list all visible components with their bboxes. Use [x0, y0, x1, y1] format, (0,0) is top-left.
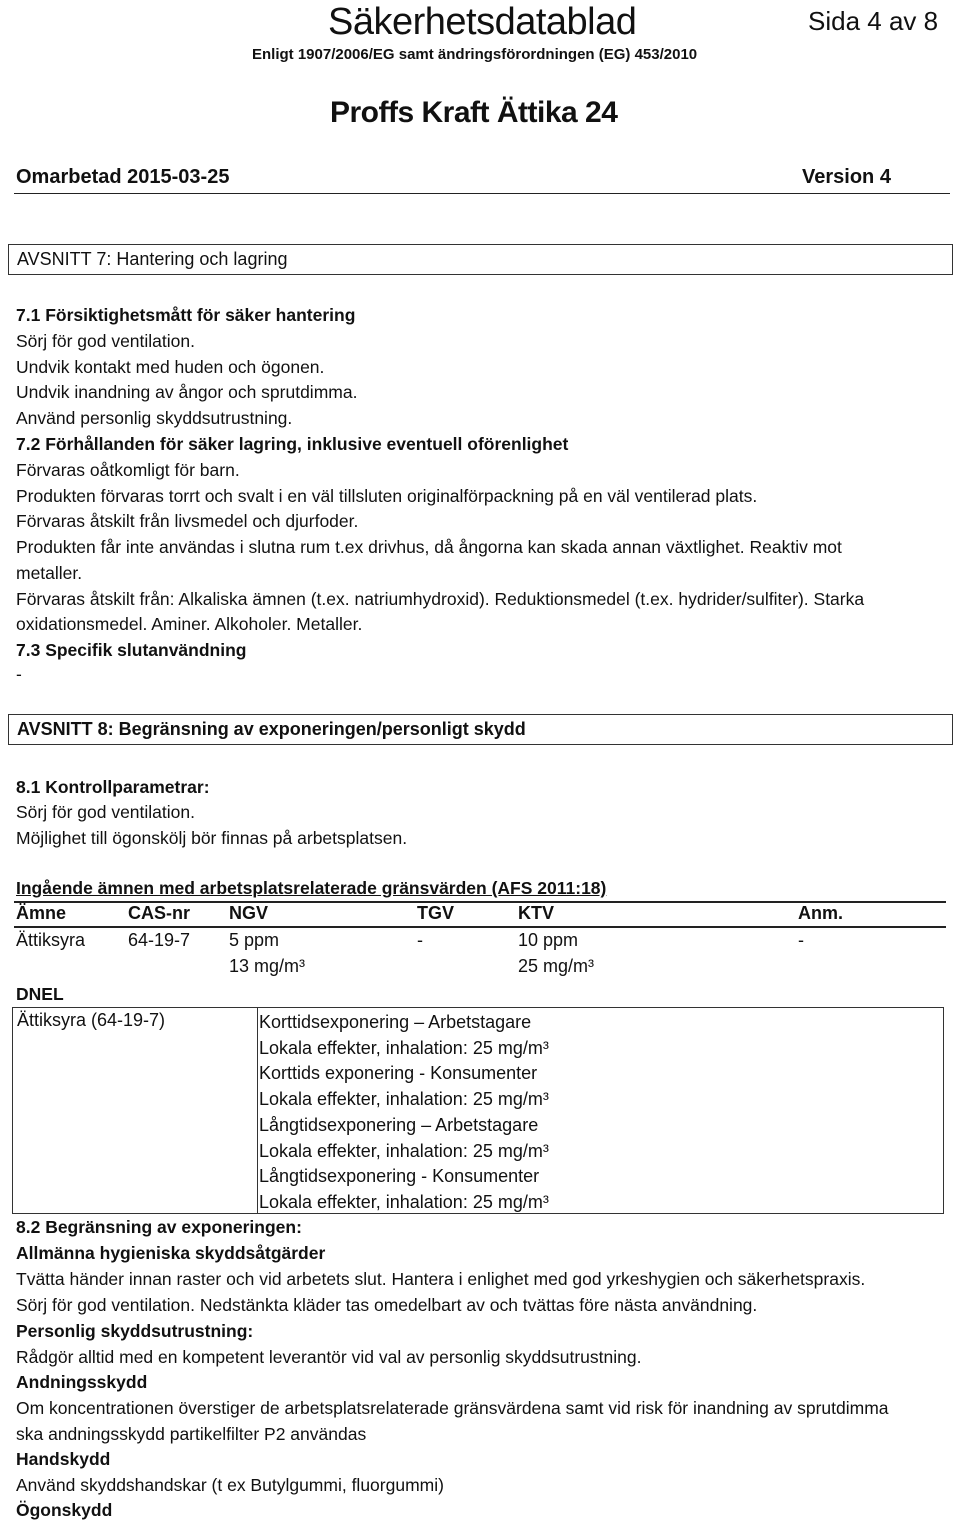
dnel-line: Lokala effekter, inhalation: 25 mg/m³ — [259, 1191, 549, 1212]
document-title: Säkerhetsdatablad — [328, 1, 637, 43]
hygiene-title: Allmänna hygieniska skyddsåtgärder — [16, 1243, 326, 1263]
section-8-1-line: Möjlighet till ögonskölj bör finnas på arbetsplatsen. — [16, 828, 408, 848]
dnel-line: Korttids exponering - Konsumenter — [259, 1063, 538, 1084]
table-cell-tgv: - — [417, 930, 423, 950]
table-rule — [14, 926, 946, 928]
dnel-line: Långtidsexponering - Konsumenter — [259, 1166, 540, 1187]
table-cell-ktv: 10 ppm — [518, 930, 579, 950]
table-header-anm: Anm. — [798, 903, 843, 923]
section-7-1-title: 7.1 Försiktighetsmått för säker hantering — [16, 305, 356, 325]
table-header-ngv: NGV — [229, 903, 269, 923]
ppe-text: Rådgör alltid med en kompetent leverantör vid val av personlig skyddsutrustning. — [16, 1347, 642, 1367]
section-7-2-line: metaller. — [16, 563, 83, 583]
section-7-2-line: oxidationsmedel. Aminer. Alkoholer. Metaller. — [16, 614, 363, 634]
regulation-reference: Enligt 1907/2006/EG samt ändringsförordningen (EG) 453/2010 — [252, 46, 698, 63]
dnel-title: DNEL — [16, 984, 64, 1004]
section-8-1-title: 8.1 Kontrollparametrar: — [16, 777, 210, 797]
respiratory-line: ska andningsskydd partikelfilter P2 användas — [16, 1424, 367, 1444]
table-cell-ngv: 5 ppm — [229, 930, 280, 950]
table-cell-ngv: 13 mg/m³ — [229, 956, 306, 976]
ppe-title: Personlig skyddsutrustning: — [16, 1321, 254, 1341]
table-cell-ktv: 25 mg/m³ — [518, 956, 595, 976]
hand-protection-text: Använd skyddshandskar (t ex Butylgummi, fluorgummi) — [16, 1475, 444, 1495]
dnel-table — [12, 1007, 944, 1214]
section-8-1-line: Sörj för god ventilation. — [16, 802, 195, 822]
dnel-line: Korttidsexponering – Arbetstagare — [259, 1012, 532, 1032]
version-number: Version 4 — [802, 166, 891, 188]
page-number: Sida 4 av 8 — [808, 6, 939, 36]
table-header-cas: CAS-nr — [128, 903, 190, 923]
dnel-line: Lokala effekter, inhalation: 25 mg/m³ — [259, 1037, 549, 1058]
product-name: Proffs Kraft Ättika 24 — [330, 96, 618, 129]
section-7-1-line: Använd personlig skyddsutrustning. — [16, 408, 293, 428]
respiratory-line: Om koncentrationen överstiger de arbetsplatsrelaterade gränsvärdena samt vid risk för inandning av sprutdimma — [16, 1398, 889, 1418]
section-7-3-title: 7.3 Specifik slutanvändning — [16, 640, 247, 660]
dnel-line: Långtidsexponering – Arbetstagare — [259, 1114, 539, 1135]
table-header-ktv: KTV — [518, 903, 554, 923]
respiratory-title: Andningsskydd — [16, 1372, 148, 1392]
section-7-2-title: 7.2 Förhållanden för säker lagring, inklusive eventuell oförenlighet — [16, 434, 569, 454]
revision-date: Omarbetad 2015-03-25 — [16, 166, 230, 188]
table-cell-cas: 64-19-7 — [128, 930, 191, 950]
table-header-tgv: TGV — [417, 903, 455, 923]
section-8-2-title: 8.2 Begränsning av exponeringen: — [16, 1217, 302, 1237]
dnel-line: Lokala effekter, inhalation: 25 mg/m³ — [259, 1140, 549, 1161]
limits-title: Ingående ämnen med arbetsplatsrelaterade gränsvärden (AFS 2011:18) — [16, 878, 607, 898]
section-7-1-line: Undvik inandning av ångor och sprutdimma. — [16, 382, 358, 402]
section-8-heading: AVSNITT 8: Begränsning av exponeringen/personligt skydd — [8, 714, 953, 745]
section-7-2-line: Produkten förvaras torrt och svalt i en väl tillsluten originalförpackning på en väl ventilerad plats. — [16, 486, 758, 506]
section-7-1-line: Sörj för god ventilation. — [16, 331, 195, 351]
eye-protection-title: Ögonskydd — [16, 1500, 113, 1520]
dnel-column-divider — [257, 1008, 258, 1213]
dnel-values — [259, 1010, 549, 1216]
section-7-2-line: Förvaras åtskilt från: Alkaliska ämnen (t.ex. natriumhydroxid). Reduktionsmedel (t.ex. hydrider/sulfiter). Starka — [16, 589, 865, 609]
hygiene-line: Tvätta händer innan raster och vid arbetets slut. Hantera i enlighet med god yrkeshygien och säkerhetspraxis. — [16, 1269, 866, 1289]
table-cell-substance: Ättiksyra — [16, 930, 86, 950]
section-7-2-line: Förvaras oåtkomligt för barn. — [16, 460, 240, 480]
dnel-line: Lokala effekter, inhalation: 25 mg/m³ — [259, 1089, 549, 1110]
section-7-heading: AVSNITT 7: Hantering och lagring — [8, 244, 953, 275]
section-7-1-line: Undvik kontakt med huden och ögonen. — [16, 357, 325, 377]
dnel-substance: Ättiksyra (64-19-7) — [17, 1010, 166, 1030]
section-7-2-line: Förvaras åtskilt från livsmedel och djurfoder. — [16, 511, 359, 531]
table-header-substance: Ämne — [16, 903, 67, 923]
hand-protection-title: Handskydd — [16, 1449, 111, 1469]
section-7-2-line: Produkten får inte användas i slutna rum t.ex drivhus, då ångorna kan skada annan växtlighet. Reaktiv mot — [16, 537, 842, 557]
hygiene-line: Sörj för god ventilation. Nedstänkta kläder tas omedelbart av och tvättas före nästa användning. — [16, 1295, 758, 1315]
table-cell-anm: - — [798, 930, 804, 950]
section-7-3-text: - — [16, 664, 22, 684]
